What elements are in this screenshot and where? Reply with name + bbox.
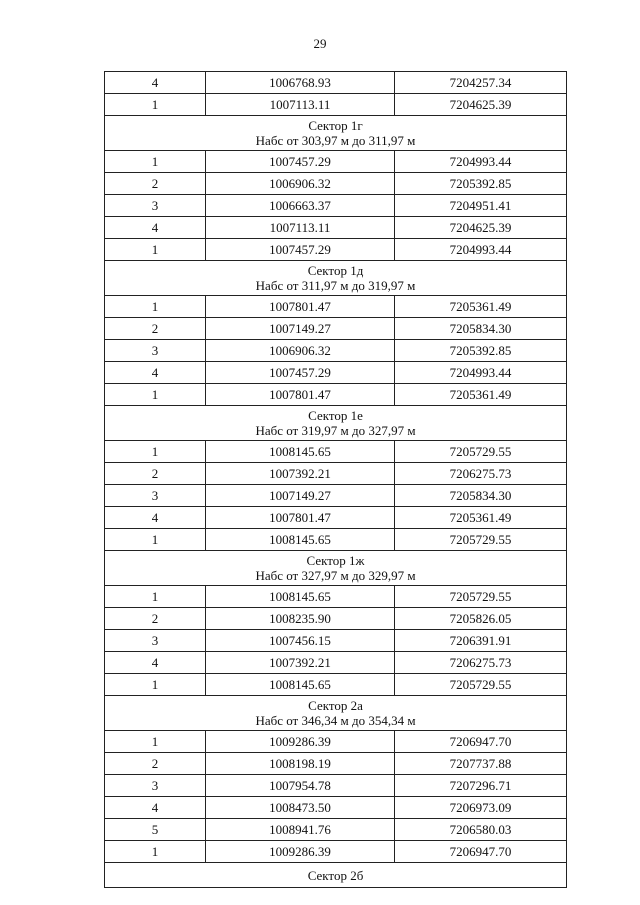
x-coordinate-cell: 1009286.39: [206, 731, 395, 753]
x-coordinate-cell: 1009286.39: [206, 841, 395, 863]
table-row: [105, 296, 567, 318]
table-row: [105, 173, 567, 195]
table-row: [105, 463, 567, 485]
coordinates-table: [104, 71, 567, 888]
x-coordinate-cell: 1008145.65: [206, 529, 395, 551]
y-coordinate-cell: 7205834.30: [395, 318, 567, 340]
table-row: [105, 775, 567, 797]
table-row: [105, 819, 567, 841]
sector-title: Сектор 2а: [308, 698, 363, 713]
sector-header-cell: [105, 406, 567, 441]
point-number-cell: 5: [105, 819, 206, 841]
point-number-cell: 4: [105, 507, 206, 529]
x-coordinate-cell: 1007456.15: [206, 630, 395, 652]
x-coordinate-cell: 1008145.65: [206, 586, 395, 608]
point-number-cell: 4: [105, 217, 206, 239]
point-number-cell: 2: [105, 753, 206, 775]
table-row: [105, 72, 567, 94]
y-coordinate-cell: 7205834.30: [395, 485, 567, 507]
x-coordinate-cell: 1007457.29: [206, 362, 395, 384]
sector-header-row: [105, 551, 567, 586]
y-coordinate-cell: 7205361.49: [395, 507, 567, 529]
point-number-cell: 1: [105, 94, 206, 116]
sector-header-row: [105, 406, 567, 441]
x-coordinate-cell: 1007457.29: [206, 239, 395, 261]
table-row: [105, 841, 567, 863]
table-row: [105, 384, 567, 406]
point-number-cell: 3: [105, 485, 206, 507]
point-number-cell: 4: [105, 652, 206, 674]
table-row: [105, 485, 567, 507]
sector-height-range: Набс от 327,97 м до 329,97 м: [255, 568, 416, 583]
x-coordinate-cell: 1007113.11: [206, 94, 395, 116]
y-coordinate-cell: 7205729.55: [395, 586, 567, 608]
table-row: [105, 608, 567, 630]
sector-height-range: Набс от 311,97 м до 319,97 м: [255, 278, 416, 293]
point-number-cell: 1: [105, 529, 206, 551]
table-row: [105, 630, 567, 652]
y-coordinate-cell: 7205392.85: [395, 340, 567, 362]
sector-header-cell: [105, 551, 567, 586]
sector-height-range: Набс от 346,34 м до 354,34 м: [255, 713, 416, 728]
x-coordinate-cell: 1007457.29: [206, 151, 395, 173]
y-coordinate-cell: 7205729.55: [395, 674, 567, 696]
x-coordinate-cell: 1007392.21: [206, 652, 395, 674]
point-number-cell: 1: [105, 841, 206, 863]
y-coordinate-cell: 7205361.49: [395, 296, 567, 318]
point-number-cell: 1: [105, 239, 206, 261]
table-row: [105, 507, 567, 529]
sector-title: Сектор 1д: [307, 263, 364, 278]
y-coordinate-cell: 7206947.70: [395, 841, 567, 863]
table-row: [105, 217, 567, 239]
table-row: [105, 731, 567, 753]
y-coordinate-cell: 7204625.39: [395, 217, 567, 239]
y-coordinate-cell: 7206580.03: [395, 819, 567, 841]
sector-header-row: [105, 863, 567, 888]
x-coordinate-cell: 1008198.19: [206, 753, 395, 775]
table-row: [105, 195, 567, 217]
y-coordinate-cell: 7205361.49: [395, 384, 567, 406]
point-number-cell: 2: [105, 608, 206, 630]
point-number-cell: 3: [105, 340, 206, 362]
table-row: [105, 362, 567, 384]
point-number-cell: 2: [105, 173, 206, 195]
y-coordinate-cell: 7204993.44: [395, 239, 567, 261]
y-coordinate-cell: 7204625.39: [395, 94, 567, 116]
x-coordinate-cell: 1007113.11: [206, 217, 395, 239]
sector-header-cell: [105, 261, 567, 296]
point-number-cell: 1: [105, 586, 206, 608]
point-number-cell: 1: [105, 384, 206, 406]
y-coordinate-cell: 7206275.73: [395, 463, 567, 485]
x-coordinate-cell: 1008145.65: [206, 441, 395, 463]
x-coordinate-cell: 1006906.32: [206, 173, 395, 195]
y-coordinate-cell: 7205826.05: [395, 608, 567, 630]
x-coordinate-cell: 1007149.27: [206, 485, 395, 507]
x-coordinate-cell: 1008235.90: [206, 608, 395, 630]
y-coordinate-cell: 7204993.44: [395, 362, 567, 384]
x-coordinate-cell: 1007954.78: [206, 775, 395, 797]
table-row: [105, 586, 567, 608]
point-number-cell: 2: [105, 318, 206, 340]
x-coordinate-cell: 1006906.32: [206, 340, 395, 362]
sector-header-cell: [105, 116, 567, 151]
y-coordinate-cell: 7205392.85: [395, 173, 567, 195]
sector-height-range: Набс от 319,97 м до 327,97 м: [255, 423, 416, 438]
point-number-cell: 1: [105, 674, 206, 696]
table-row: [105, 753, 567, 775]
sector-header-row: [105, 696, 567, 731]
coordinates-table-body: [105, 72, 567, 888]
y-coordinate-cell: 7206391.91: [395, 630, 567, 652]
point-number-cell: 3: [105, 775, 206, 797]
y-coordinate-cell: 7206973.09: [395, 797, 567, 819]
table-row: [105, 652, 567, 674]
y-coordinate-cell: 7204951.41: [395, 195, 567, 217]
table-row: [105, 441, 567, 463]
table-row: [105, 674, 567, 696]
point-number-cell: 2: [105, 463, 206, 485]
sector-height-range: Набс от 303,97 м до 311,97 м: [255, 133, 416, 148]
point-number-cell: 3: [105, 195, 206, 217]
point-number-cell: 3: [105, 630, 206, 652]
x-coordinate-cell: 1008473.50: [206, 797, 395, 819]
x-coordinate-cell: 1007149.27: [206, 318, 395, 340]
table-row: [105, 151, 567, 173]
point-number-cell: 1: [105, 151, 206, 173]
sector-header-row: [105, 116, 567, 151]
table-row: [105, 94, 567, 116]
x-coordinate-cell: 1007392.21: [206, 463, 395, 485]
y-coordinate-cell: 7204257.34: [395, 72, 567, 94]
sector-title: Сектор 1ж: [306, 553, 365, 568]
y-coordinate-cell: 7207737.88: [395, 753, 567, 775]
y-coordinate-cell: 7207296.71: [395, 775, 567, 797]
sector-header-cell: [105, 696, 567, 731]
point-number-cell: 4: [105, 72, 206, 94]
x-coordinate-cell: 1006663.37: [206, 195, 395, 217]
x-coordinate-cell: 1007801.47: [206, 296, 395, 318]
point-number-cell: 1: [105, 296, 206, 318]
table-row: [105, 318, 567, 340]
y-coordinate-cell: 7206275.73: [395, 652, 567, 674]
sector-header-row: [105, 261, 567, 296]
point-number-cell: 4: [105, 362, 206, 384]
x-coordinate-cell: 1008941.76: [206, 819, 395, 841]
y-coordinate-cell: 7205729.55: [395, 441, 567, 463]
table-row: [105, 239, 567, 261]
sector-title: Сектор 2б: [307, 867, 364, 883]
point-number-cell: 1: [105, 731, 206, 753]
point-number-cell: 1: [105, 441, 206, 463]
y-coordinate-cell: 7204993.44: [395, 151, 567, 173]
y-coordinate-cell: 7205729.55: [395, 529, 567, 551]
x-coordinate-cell: 1008145.65: [206, 674, 395, 696]
point-number-cell: 4: [105, 797, 206, 819]
table-row: [105, 797, 567, 819]
x-coordinate-cell: 1007801.47: [206, 507, 395, 529]
table-row: [105, 340, 567, 362]
sector-title: Сектор 1г: [308, 118, 363, 133]
x-coordinate-cell: 1006768.93: [206, 72, 395, 94]
sector-header-cell: [105, 863, 567, 888]
y-coordinate-cell: 7206947.70: [395, 731, 567, 753]
table-row: [105, 529, 567, 551]
page-number: 29: [313, 36, 327, 51]
x-coordinate-cell: 1007801.47: [206, 384, 395, 406]
sector-title: Сектор 1е: [308, 408, 363, 423]
